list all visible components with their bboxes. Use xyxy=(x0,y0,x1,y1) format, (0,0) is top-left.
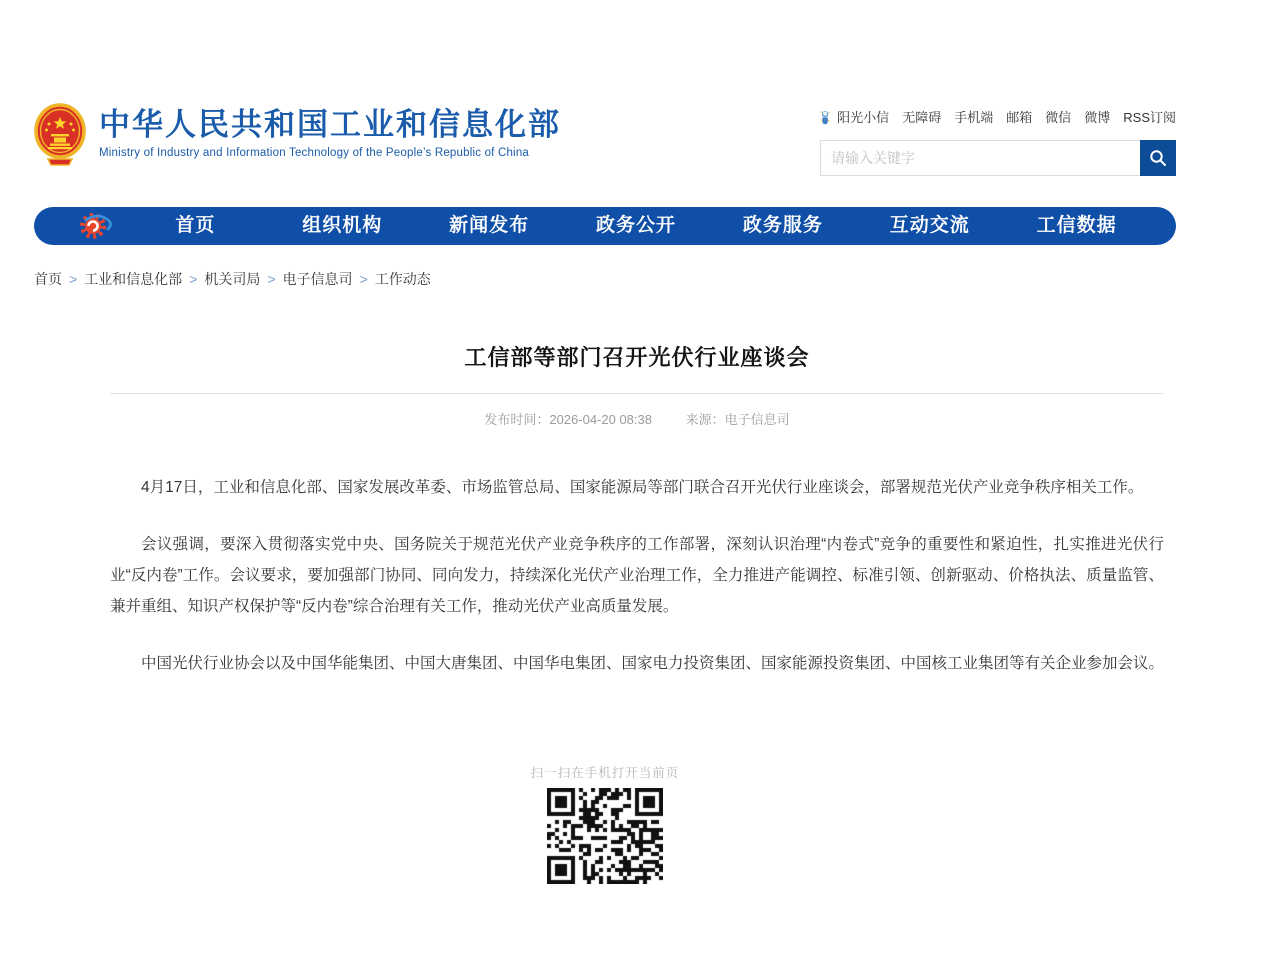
page xyxy=(34,0,1176,884)
qr-caption: 扫一扫在手机打开当前页 xyxy=(530,766,680,780)
article-source: 来源：电子信息司 xyxy=(685,412,790,427)
breadcrumb-separator: > xyxy=(359,271,368,287)
title-divider xyxy=(110,393,1164,394)
nav-items xyxy=(122,207,1150,245)
site-logo-link[interactable] xyxy=(34,103,561,167)
breadcrumb-separator: > xyxy=(267,271,276,287)
article-meta xyxy=(110,409,1164,428)
nav-item[interactable]: 互动交流 xyxy=(889,215,970,236)
article-paragraph: 4月17日，工业和信息化部、国家发展改革委、市场监管总局、国家能源局等部门联合召开光伏行业座谈会，部署规范光伏产业竞争秩序相关工作。 xyxy=(141,479,1144,496)
quick-link[interactable]: 手机端 xyxy=(954,110,994,125)
search-icon xyxy=(1149,149,1167,167)
article-paragraph: 会议强调，要深入贯彻落实党中央、国务院关于规范光伏产业竞争秩序的工作部署，深刻认识治理“内卷式”竞争的重要性和紧迫性，扎实推进光伏行业“反内卷”工作。会议要求，要加强部门协同、同向发力，持续深化光伏产业治理工作，全力推进产能调控、标准引领、创新驱动、价格执法、质量监管、兼并重组、知识产权保护等“反内卷”综合治理有关工作，推动光伏产业高质量发展。 xyxy=(110,536,1164,615)
article-title: 工信部等部门召开光伏行业座谈会 xyxy=(464,345,810,370)
quick-link[interactable]: 微博 xyxy=(1084,110,1111,125)
breadcrumb-separator: > xyxy=(189,271,198,287)
publish-time: 发布时间：2026-04-20 08:38 xyxy=(484,412,652,427)
article-body xyxy=(110,472,1164,679)
breadcrumb-link[interactable]: 机关司局 xyxy=(204,271,261,287)
miit-gear-logo-icon xyxy=(78,211,114,241)
site-header xyxy=(34,0,1176,176)
main-nav xyxy=(34,207,1176,245)
quick-link[interactable]: 阳光小信 xyxy=(837,110,890,125)
breadcrumb-link[interactable]: 工业和信息化部 xyxy=(84,271,183,287)
nav-item[interactable]: 工信数据 xyxy=(1036,215,1117,236)
quick-link[interactable]: RSS订阅 xyxy=(1123,110,1176,125)
national-emblem-icon xyxy=(34,103,86,167)
brand-text xyxy=(99,103,561,159)
quick-links-list xyxy=(837,107,1176,126)
nav-item[interactable]: 政务公开 xyxy=(596,215,677,236)
search-bar xyxy=(820,140,1176,176)
mascot-icon xyxy=(820,107,830,126)
article-paragraph: 中国光伏行业协会以及中国华能集团、中国大唐集团、中国华电集团、国家电力投资集团、国家能源投资集团、中国核工业集团等有关企业参加会议。 xyxy=(141,655,1165,672)
nav-item[interactable]: 组织机构 xyxy=(302,215,383,236)
quick-links xyxy=(820,107,1176,126)
qr-section xyxy=(34,763,1176,884)
nav-item[interactable]: 新闻发布 xyxy=(449,215,530,236)
qr-code xyxy=(547,788,663,884)
breadcrumb-link[interactable]: 工作动态 xyxy=(374,271,431,287)
article xyxy=(110,341,1164,679)
quick-link[interactable]: 无障碍 xyxy=(902,110,942,125)
nav-item[interactable]: 政务服务 xyxy=(742,215,823,236)
breadcrumb-separator: > xyxy=(69,271,78,287)
site-title: 中华人民共和国工业和信息化部 xyxy=(99,107,561,142)
breadcrumb-link[interactable]: 首页 xyxy=(34,271,62,287)
site-subtitle: Ministry of Industry and Information Technology of the People’s Republic of China xyxy=(99,147,530,159)
header-right xyxy=(820,103,1176,176)
quick-link[interactable]: 微信 xyxy=(1045,110,1072,125)
quick-link[interactable]: 邮箱 xyxy=(1006,110,1033,125)
nav-item[interactable]: 首页 xyxy=(175,215,216,236)
breadcrumb-link[interactable]: 电子信息司 xyxy=(282,271,353,287)
search-input[interactable] xyxy=(821,141,1140,175)
search-button[interactable] xyxy=(1140,140,1176,176)
breadcrumb xyxy=(34,269,1176,289)
